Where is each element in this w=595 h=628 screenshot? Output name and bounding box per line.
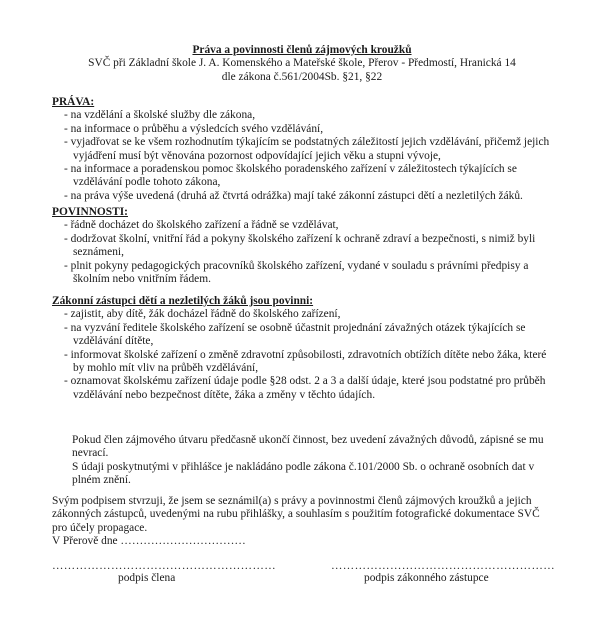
document-header [52,44,552,84]
notes-block [72,434,552,488]
note-personal-data: S údaji poskytnutými v přihlášce je nakládáno podle zákona č.101/2000 Sb. o ochraně osobních dat v plném znění. [72,460,535,487]
duties-item: - dodržovat školní, vnitřní řád a pokyny školského zařízení k ochraně zdraví a bezpečnosti, s nimiž byli seznámeni, [64,232,536,259]
organization-line: SVČ při Základní škole J. A. Komenského a Mateřské škole, Přerov - Předmostí, Hranická 14 [88,57,516,70]
duties-heading: POVINNOSTI: [52,206,128,218]
rights-item: - na informace o průběhu a výsledcích svého vzdělávání, [64,122,324,135]
member-signature-label: podpis člena [118,572,176,584]
rights-item: - na práva výše uvedená (druhá až čtvrtá odrážka) mají také zákonní zástupci dětí a nezletilých žáků. [64,189,523,202]
rights-heading: PRÁVA: [52,96,95,108]
law-reference: dle zákona č.561/2004Sb. §21, §22 [221,70,383,83]
duties-item: - řádně docházet do školského zařízení a řádně se vzdělávat, [64,219,339,232]
guardian-signature-label: podpis zákonného zástupce [364,572,489,584]
consent-paragraph: Svým podpisem stvrzuji, že jsem se seznámil(a) s právy a povinnostmi členů zájmových kroužků a jejich zákonných zástupců, uvedenými na rubu přihlášky, a souhlasím s použitím fotografické dokumentace SVČ pro účely propagace. [52,495,540,534]
rights-item: - na vzdělání a školské služby dle zákona, [64,109,256,122]
duties-item: - plnit pokyny pedagogických pracovníků školského zařízení, vydané v souladu s právními předpisy a školním nebo vnitřním řádem. [64,259,529,286]
place-date-line: V Přerově dne …………………………… [52,535,246,547]
note-fee: Pokud člen zájmového útvaru předčasně ukončí činnost, bez uvedení závažných důvodů, zápisné se mu nevrací. [72,434,544,460]
guardians-duties-section [52,295,552,402]
rights-section [52,96,552,203]
member-signature-line: ………………………………………………… [52,560,277,572]
guardian-signature-line: ………………………………………………… [331,560,556,572]
guardians-duties-heading: Zákonní zástupci dětí a nezletilých žáků jsou povinni: [52,295,314,307]
document-title: Práva a povinnosti členů zájmových kroužků [192,44,412,56]
rights-item: - vyjadřovat se ke všem rozhodnutím týkajícím se podstatných záležitostí jejich vzdělávání, přičemž jejich vyjádření musí být věnována pozornost odpovídající jejich věku a stupni vývoje, [64,136,550,162]
guardians-duties-item: - oznamovat školskému zařízení údaje podle §28 odst. 2 a 3 a další údaje, které jsou podstatné pro průběh vzdělávání nebo bezpečnost dítěte, žáka a změny v těchto údajích. [64,375,546,401]
guardians-duties-item: - na vyzvání ředitele školského zařízení se osobně účastnit projednání závažných otázek týkajících se vzdělávání dítěte, [64,321,526,348]
rights-item: - na informace a poradenskou pomoc školského poradenského zařízení v záležitostech týkajících se vzdělávání podle tohoto zákona, [64,163,517,189]
guardians-duties-item: - zajistit, aby dítě, žák docházel řádně do školského zařízení, [64,308,341,321]
guardians-duties-item: - informovat školské zařízení o změně zdravotní způsobilosti, zdravotních obtížích dítěte nebo žáka, které by mohlo mít vliv na průběh vzdělávání, [64,348,547,375]
duties-section [52,206,552,286]
